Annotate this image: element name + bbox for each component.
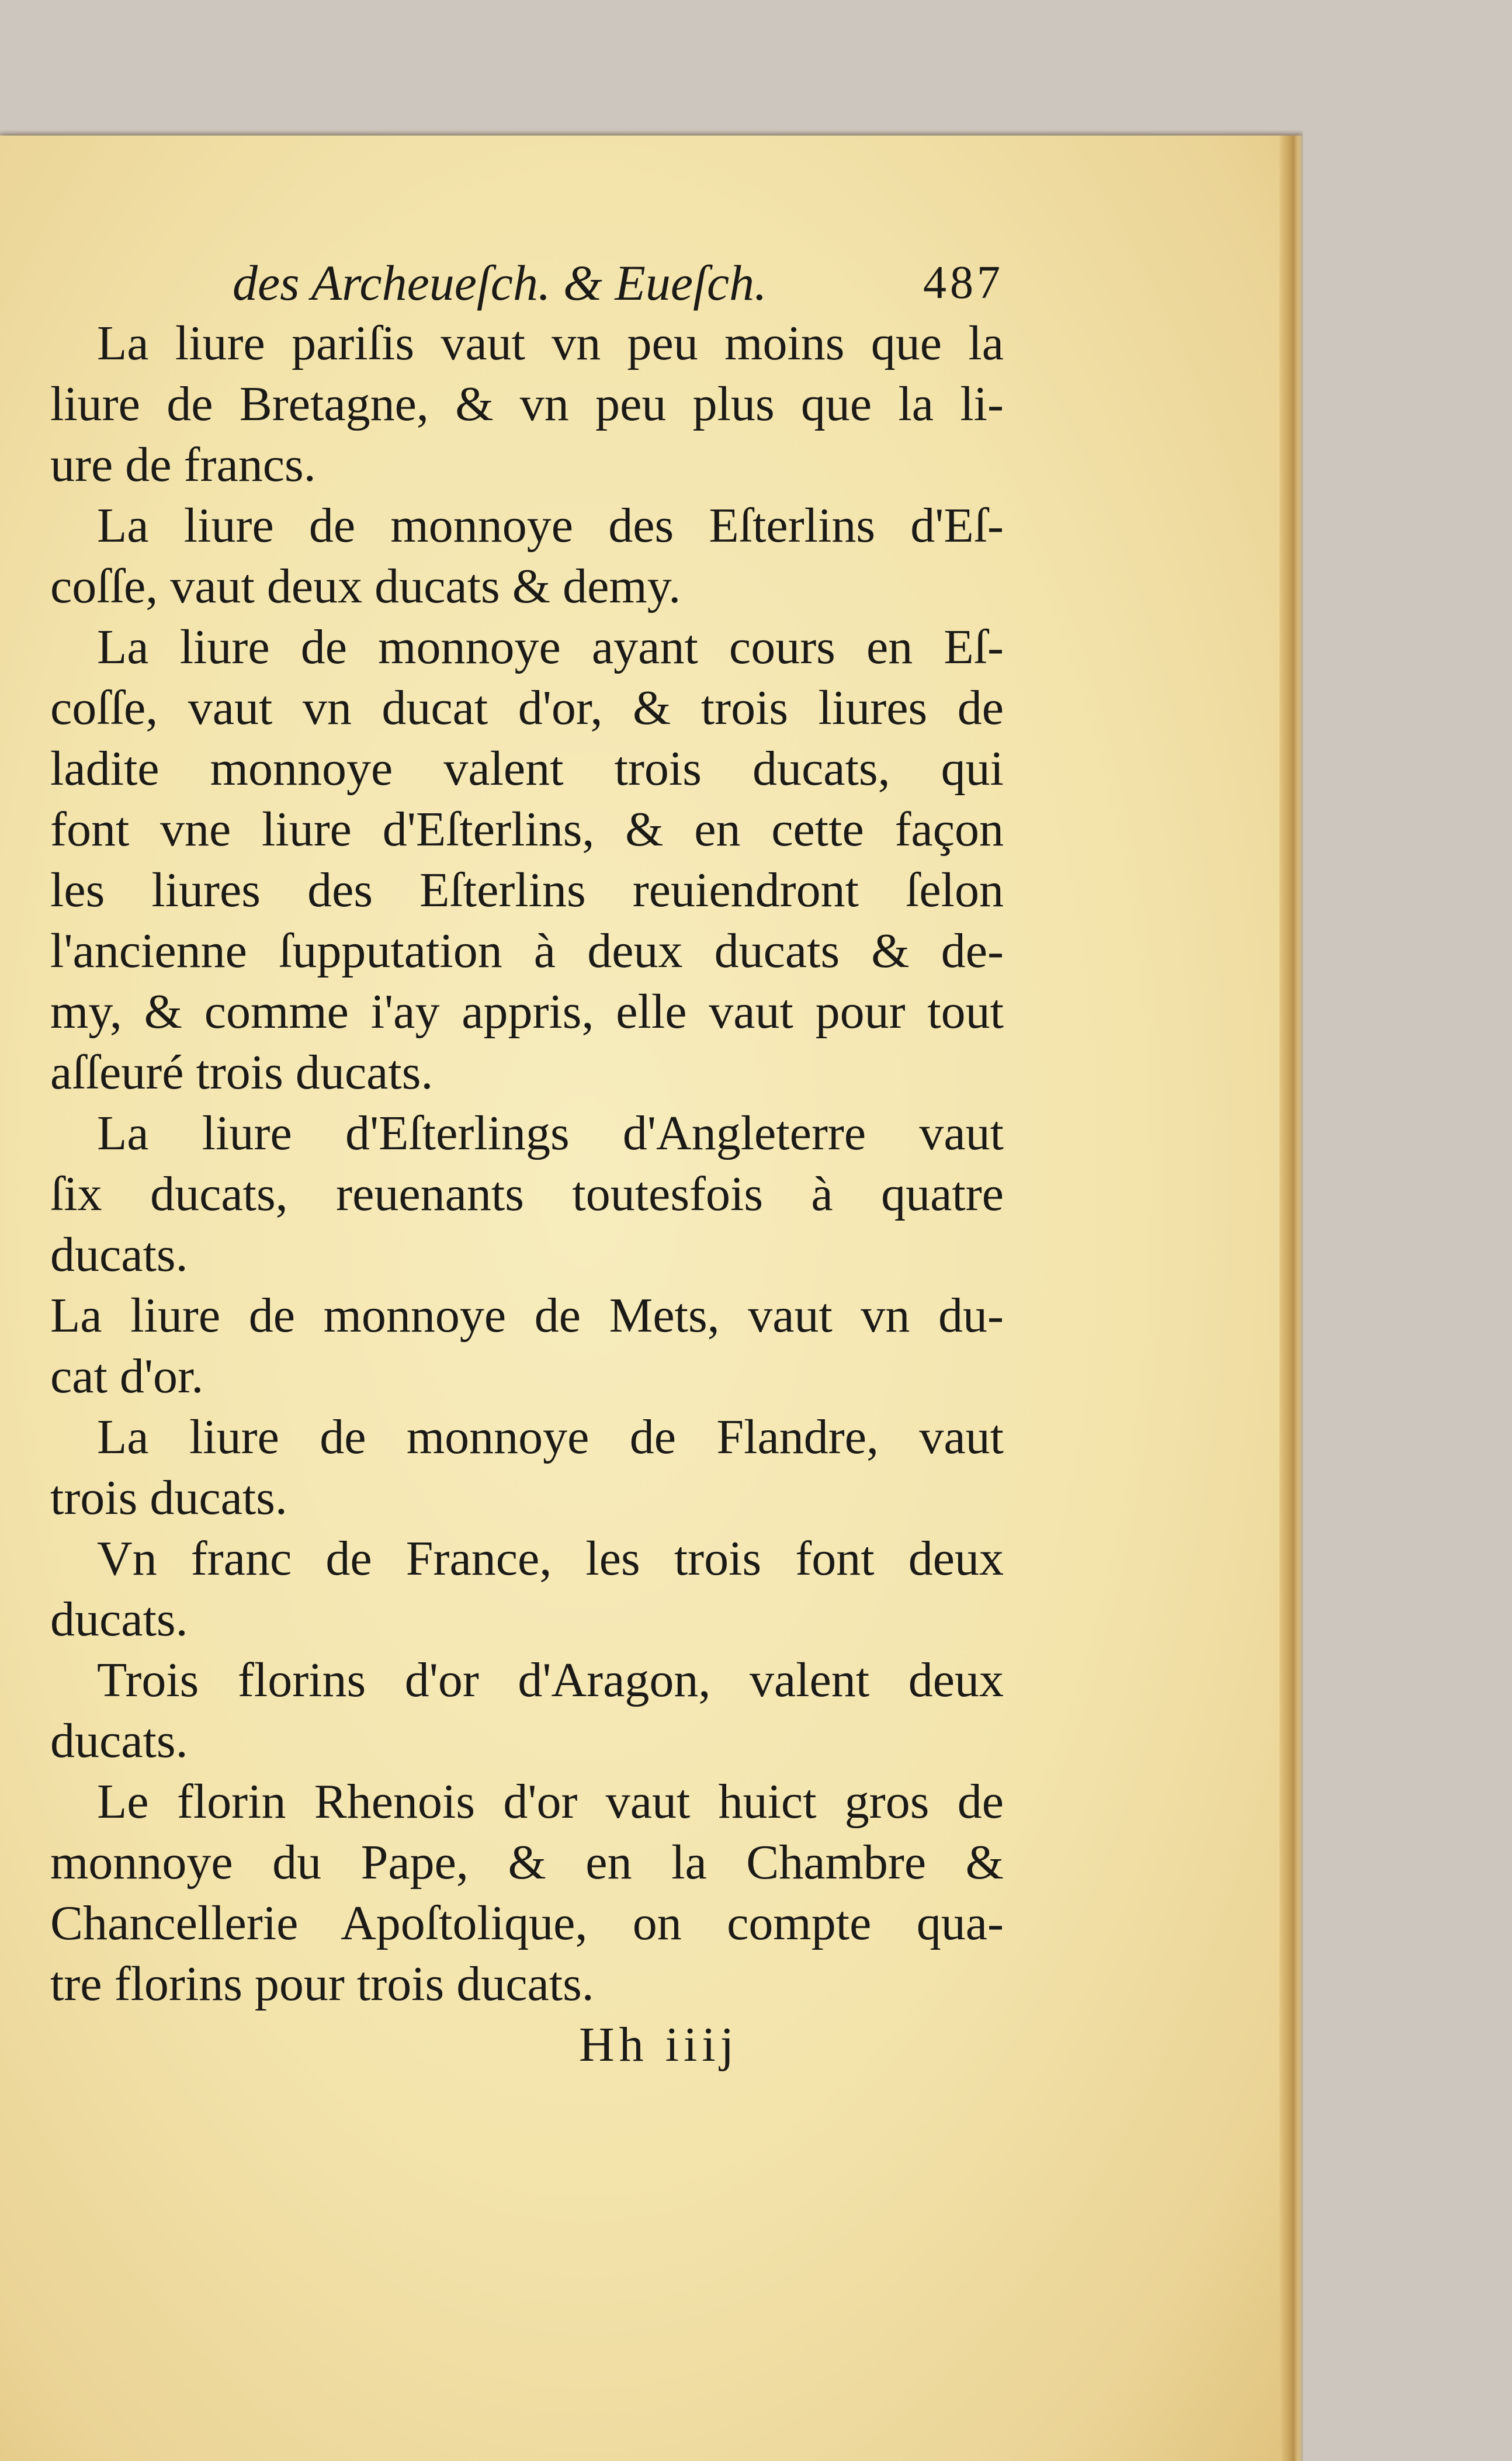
- text-line: aſſeuré trois ducats.: [50, 1045, 434, 1100]
- text-line: Vn franc de France, les trois font deux: [97, 1531, 1004, 1586]
- text-line: les liures des Eſterlins reuiendront ſelon: [50, 863, 1004, 917]
- text-line: Le florin Rhenois d'or vaut huict gros de: [97, 1774, 1004, 1829]
- page-text: [50, 252, 1004, 2075]
- text-line: La liure pariſis vaut vn peu moins que la: [97, 316, 1004, 370]
- text-line: cat d'or.: [50, 1349, 204, 1403]
- text-line: La liure de monnoye ayant cours en Eſ-: [97, 620, 1004, 674]
- text-line: La liure de monnoye des Eſterlins d'Eſ-: [97, 498, 1004, 553]
- text-line: coſſe, vaut deux ducats & demy.: [50, 559, 681, 613]
- body-text: [50, 313, 1004, 2015]
- signature-mark: Hh iiij: [579, 2018, 739, 2072]
- page-header: [50, 252, 1004, 313]
- text-line: font vne liure d'Eſterlins, & en cette façon: [50, 802, 1004, 857]
- text-line: Chancellerie Apoſtolique, on compte qua-: [50, 1896, 1004, 1950]
- text-line: La liure de monnoye de Flandre, vaut: [97, 1410, 1004, 1464]
- text-line: ſix ducats, reuenants toutesfois à quatre: [50, 1167, 1004, 1221]
- page-number: 487: [923, 257, 1004, 309]
- text-line: coſſe, vaut vn ducat d'or, & trois liures de: [50, 681, 1004, 735]
- text-line: my, & comme i'ay appris, elle vaut pour tout: [50, 985, 1004, 1039]
- text-line: tre florins pour trois ducats.: [50, 1957, 594, 2011]
- text-line: l'ancienne ſupputation à deux ducats & de-: [50, 924, 1004, 978]
- text-line: La liure de monnoye de Mets, vaut vn du-: [50, 1288, 1004, 1343]
- text-line: ducats.: [50, 1228, 188, 1282]
- text-line: trois ducats.: [50, 1471, 287, 1525]
- text-line: ure de francs.: [50, 438, 316, 492]
- text-line: Trois florins d'or d'Aragon, valent deux: [97, 1653, 1004, 1707]
- page-binding-edge: [1279, 136, 1303, 2461]
- text-line: ladite monnoye valent trois ducats, qui: [50, 741, 1004, 796]
- running-title: des Archeueſch. & Eueſch.: [233, 255, 767, 311]
- text-line: liure de Bretagne, & vn peu plus que la li-: [50, 377, 1004, 431]
- text-line: La liure d'Eſterlings d'Angleterre vaut: [97, 1106, 1004, 1160]
- text-line: monnoye du Pape, & en la Chambre &: [50, 1835, 1004, 1890]
- text-line: ducats.: [50, 1714, 188, 1768]
- text-line: ducats.: [50, 1592, 188, 1647]
